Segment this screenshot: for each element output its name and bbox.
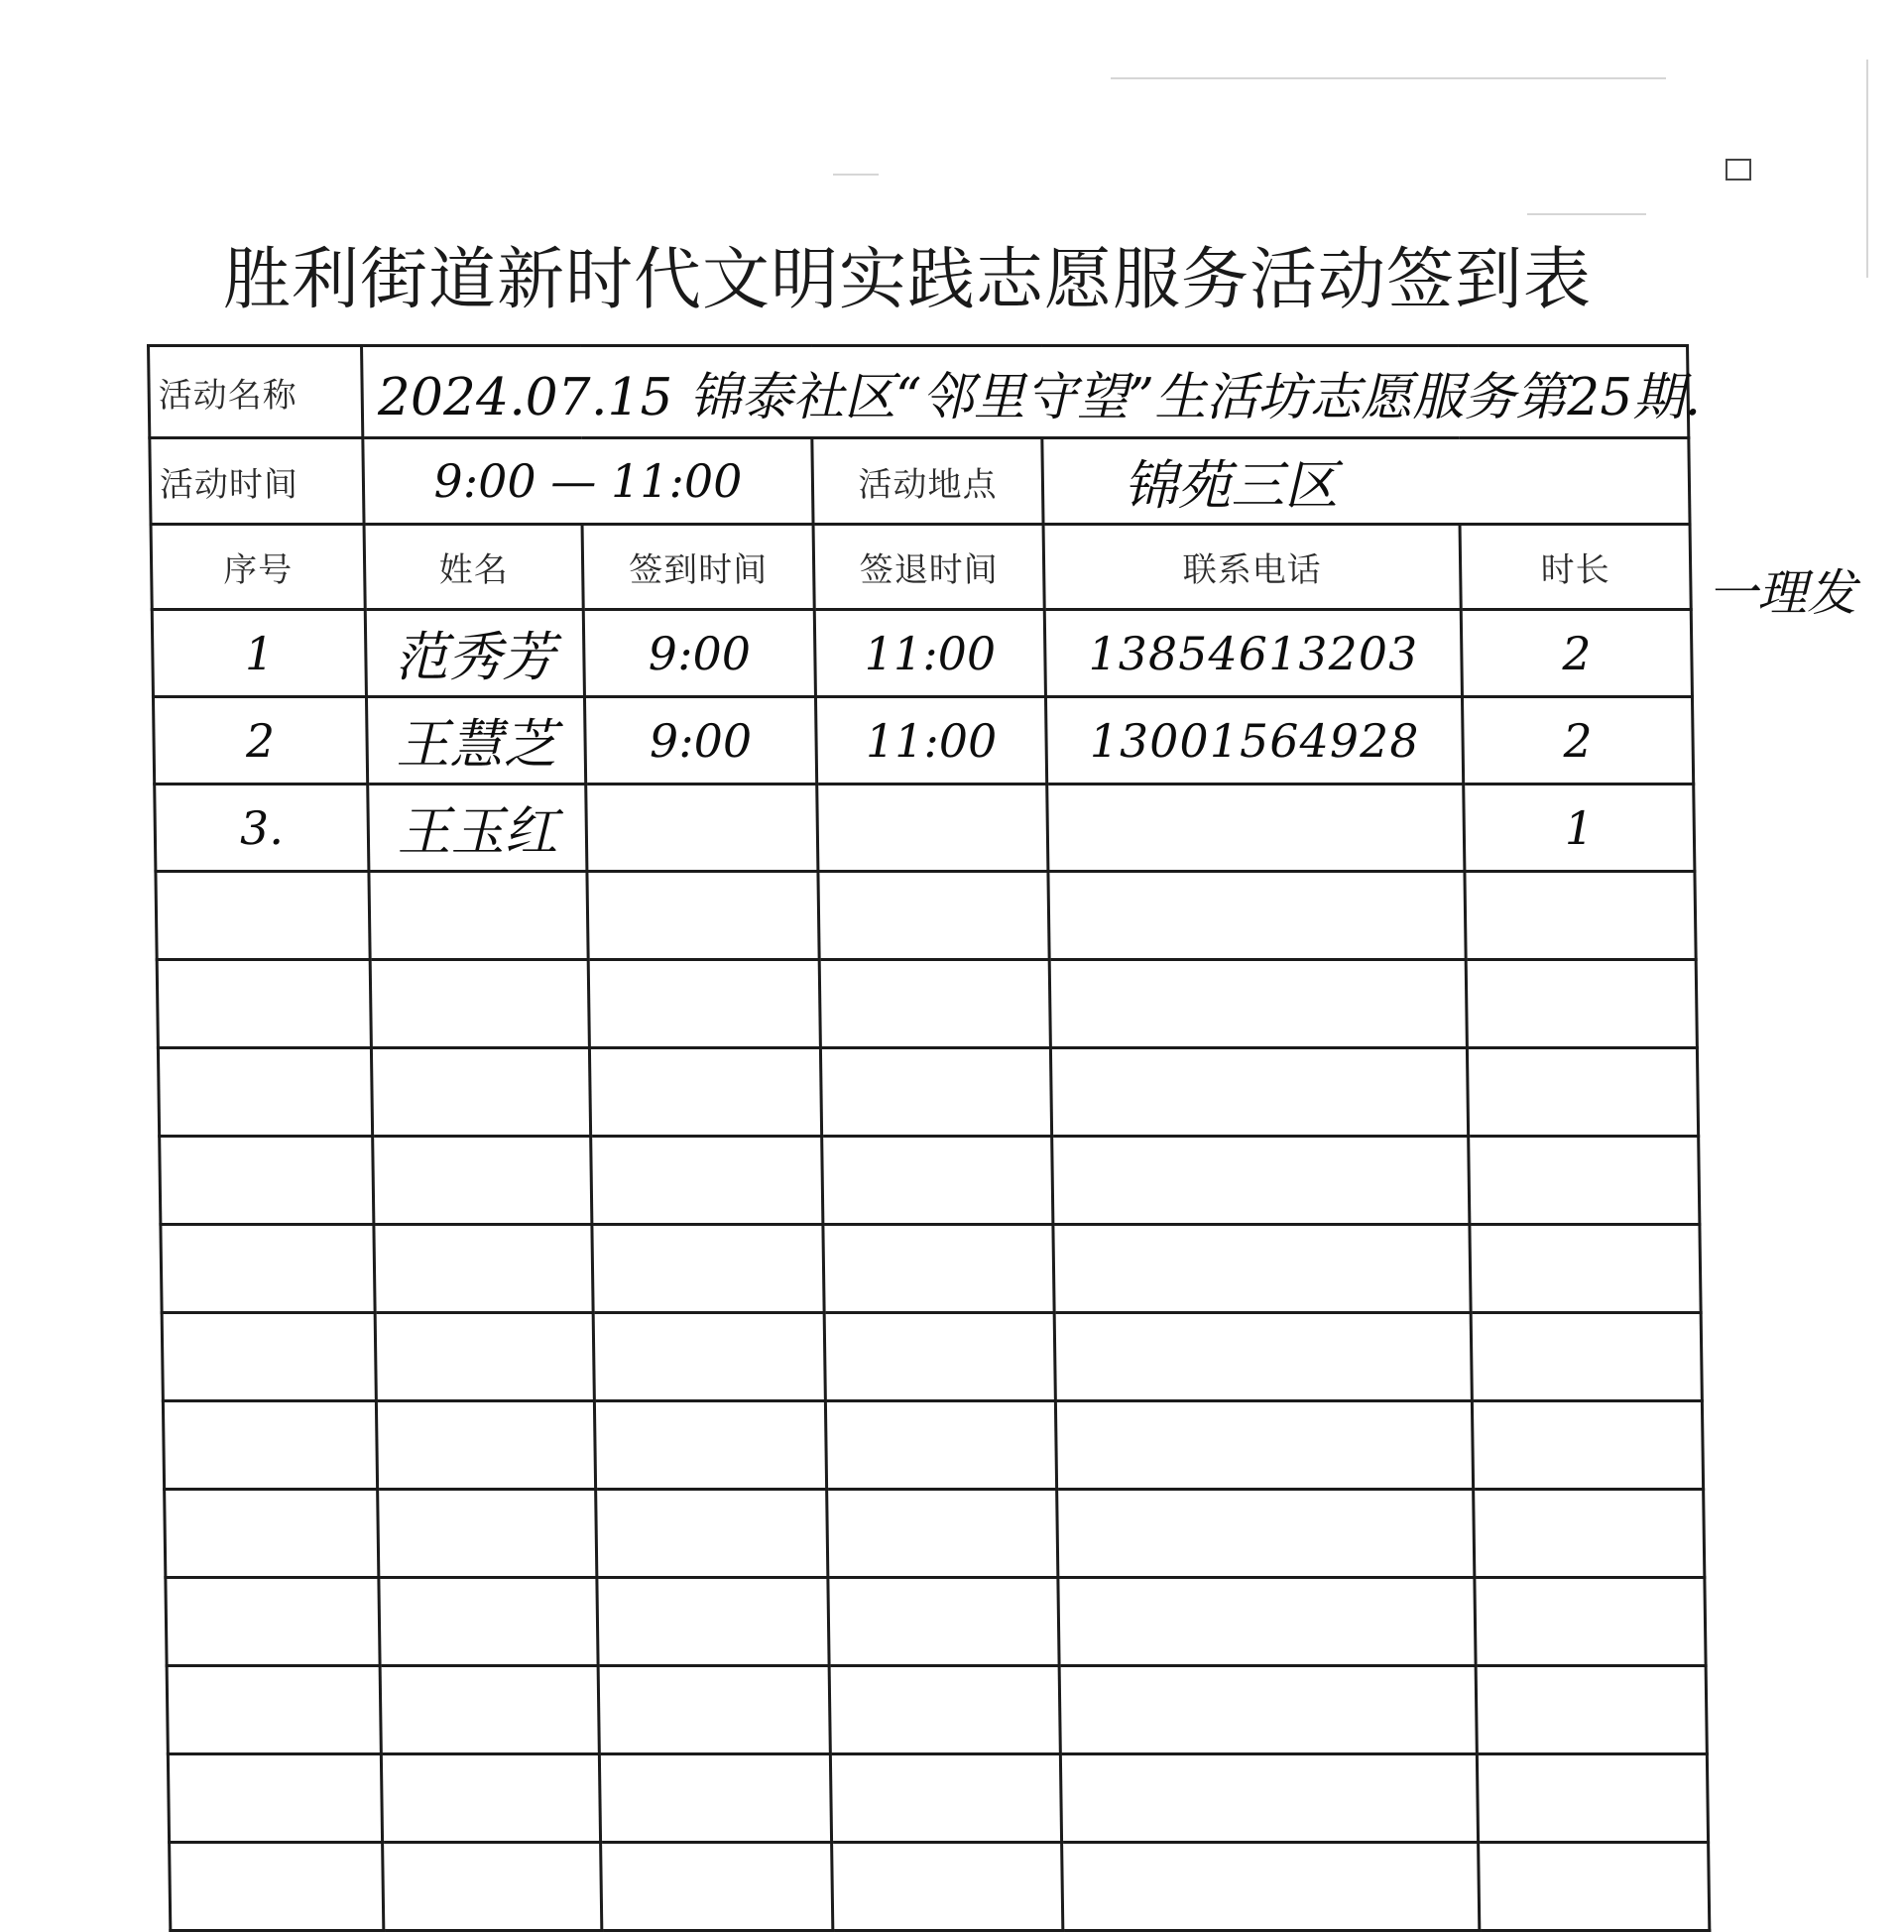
scan-artifact-line bbox=[1111, 77, 1666, 79]
activity-name-label: 活动名称 bbox=[149, 346, 363, 438]
table-cell-sign-out bbox=[817, 785, 1048, 872]
empty-table-cell bbox=[827, 1490, 1058, 1578]
empty-table-cell bbox=[1476, 1666, 1707, 1754]
empty-table-cell bbox=[375, 1313, 594, 1401]
empty-table-cell bbox=[1472, 1401, 1703, 1490]
empty-table-row bbox=[156, 872, 1696, 960]
empty-table-cell bbox=[1466, 960, 1697, 1048]
empty-table-cell bbox=[373, 1137, 592, 1225]
empty-table-cell bbox=[1474, 1490, 1705, 1578]
table-cell-phone bbox=[1044, 610, 1462, 697]
table-row bbox=[153, 697, 1693, 785]
table-row bbox=[155, 785, 1695, 872]
form-title: 胜利街道新时代文明实践志愿服务活动签到表 bbox=[223, 241, 1593, 319]
empty-table-cell bbox=[822, 1137, 1053, 1225]
scan-artifact-line bbox=[1527, 213, 1646, 215]
empty-table-cell bbox=[371, 1048, 590, 1137]
table-cell-phone bbox=[1047, 785, 1465, 872]
empty-table-cell bbox=[1060, 1754, 1478, 1843]
table-cell-name bbox=[365, 610, 584, 697]
empty-table-cell bbox=[158, 1048, 372, 1137]
table-cell-sign-in bbox=[586, 785, 818, 872]
empty-table-cell bbox=[1062, 1843, 1480, 1931]
table-cell-no bbox=[155, 785, 369, 872]
empty-table-cell bbox=[1470, 1225, 1701, 1313]
empty-table-row bbox=[165, 1490, 1705, 1578]
activity-name-value: 2024.07.15 锦泰社区“邻里守望”生活坊志愿服务第25期. bbox=[377, 368, 1702, 427]
activity-name-cell bbox=[362, 346, 1702, 438]
empty-table-cell bbox=[819, 960, 1050, 1048]
empty-table-row bbox=[158, 1048, 1698, 1137]
empty-table-cell bbox=[828, 1578, 1059, 1666]
empty-table-cell bbox=[1052, 1137, 1470, 1225]
activity-place-value: 锦苑三区 bbox=[1123, 453, 1339, 517]
activity-time-label: 活动时间 bbox=[150, 438, 364, 525]
empty-table-cell bbox=[161, 1225, 375, 1313]
empty-table-cell bbox=[824, 1313, 1055, 1401]
scan-artifact-line bbox=[1866, 60, 1868, 278]
empty-table-cell bbox=[1058, 1578, 1476, 1666]
column-header: 时长 bbox=[1460, 525, 1691, 610]
empty-table-cell bbox=[587, 872, 819, 960]
empty-table-cell bbox=[1465, 872, 1696, 960]
empty-table-cell bbox=[167, 1666, 381, 1754]
table-cell-name bbox=[366, 697, 585, 785]
empty-table-cell bbox=[1469, 1137, 1700, 1225]
empty-table-cell bbox=[1054, 1313, 1472, 1401]
empty-table-row bbox=[170, 1843, 1710, 1931]
empty-table-cell bbox=[593, 1313, 825, 1401]
empty-table-row bbox=[168, 1754, 1708, 1843]
empty-table-cell bbox=[825, 1401, 1056, 1490]
empty-table-cell bbox=[163, 1401, 377, 1490]
empty-table-cell bbox=[820, 1048, 1051, 1137]
empty-table-cell bbox=[1475, 1578, 1706, 1666]
handwritten-hours: 1 bbox=[1564, 800, 1595, 855]
scan-artifact-line bbox=[833, 174, 879, 176]
empty-table-cell bbox=[157, 960, 371, 1048]
empty-table-cell bbox=[379, 1578, 598, 1666]
empty-table-cell bbox=[168, 1754, 382, 1843]
empty-table-cell bbox=[1467, 1048, 1698, 1137]
empty-table-cell bbox=[376, 1401, 595, 1490]
activity-time-row bbox=[150, 438, 1690, 525]
margin-handwritten-note: 一理发 bbox=[1708, 564, 1856, 622]
empty-table-cell bbox=[1048, 872, 1466, 960]
empty-table-row bbox=[160, 1137, 1700, 1225]
empty-table-row bbox=[157, 960, 1697, 1048]
handwritten-phone: 13854613203 bbox=[1088, 626, 1419, 680]
activity-time-value: 9:00 — 11:00 bbox=[432, 454, 743, 508]
empty-table-cell bbox=[591, 1137, 823, 1225]
empty-table-cell bbox=[380, 1666, 599, 1754]
empty-table-cell bbox=[160, 1137, 374, 1225]
empty-table-cell bbox=[588, 960, 820, 1048]
table-cell-sign-in bbox=[583, 610, 815, 697]
activity-place-cell bbox=[1042, 438, 1690, 525]
activity-name-row bbox=[149, 346, 1689, 438]
empty-table-cell bbox=[1055, 1401, 1473, 1490]
column-header: 序号 bbox=[151, 525, 365, 610]
empty-table-cell bbox=[589, 1048, 821, 1137]
table-cell-no bbox=[153, 697, 367, 785]
empty-table-cell bbox=[823, 1225, 1054, 1313]
activity-place-label: 活动地点 bbox=[812, 438, 1043, 525]
empty-table-cell bbox=[1471, 1313, 1702, 1401]
table-cell-no bbox=[152, 610, 366, 697]
empty-table-cell bbox=[601, 1843, 833, 1931]
empty-table-cell bbox=[383, 1843, 602, 1931]
handwritten-hours: 2 bbox=[1561, 626, 1592, 680]
table-cell-sign-out bbox=[815, 697, 1046, 785]
corner-checkbox-mark bbox=[1726, 159, 1751, 181]
empty-table-cell bbox=[1477, 1754, 1708, 1843]
empty-table-cell bbox=[592, 1225, 824, 1313]
empty-table-cell bbox=[1479, 1843, 1710, 1931]
table-row bbox=[152, 610, 1692, 697]
empty-table-cell bbox=[1057, 1490, 1475, 1578]
empty-table-cell bbox=[598, 1666, 830, 1754]
empty-table-cell bbox=[378, 1490, 597, 1578]
column-header: 联系电话 bbox=[1043, 525, 1461, 610]
empty-table-cell bbox=[1050, 1048, 1468, 1137]
handwritten-name: 范秀芳 bbox=[394, 626, 556, 688]
empty-table-cell bbox=[381, 1754, 600, 1843]
empty-table-cell bbox=[818, 872, 1049, 960]
column-header-row bbox=[151, 525, 1691, 610]
handwritten-no: 2 bbox=[245, 713, 276, 768]
column-header: 签退时间 bbox=[813, 525, 1044, 610]
empty-table-cell bbox=[374, 1225, 593, 1313]
empty-table-cell bbox=[599, 1754, 831, 1843]
empty-table-cell bbox=[170, 1843, 384, 1931]
column-header: 姓名 bbox=[364, 525, 583, 610]
empty-table-row bbox=[162, 1313, 1702, 1401]
empty-table-cell bbox=[597, 1578, 829, 1666]
sign-in-sheet bbox=[147, 344, 1708, 1904]
empty-table-cell bbox=[369, 872, 588, 960]
handwritten-sign-out: 11:00 bbox=[864, 626, 997, 680]
empty-table-cell bbox=[1059, 1666, 1477, 1754]
empty-table-cell bbox=[166, 1578, 380, 1666]
empty-table-cell bbox=[162, 1313, 376, 1401]
handwritten-name: 王慧芝 bbox=[395, 713, 557, 776]
handwritten-sign-in: 9:00 bbox=[648, 626, 752, 680]
handwritten-sign-in: 9:00 bbox=[649, 713, 753, 768]
handwritten-phone: 13001564928 bbox=[1089, 713, 1420, 768]
empty-table-row bbox=[161, 1225, 1701, 1313]
empty-table-cell bbox=[832, 1843, 1063, 1931]
empty-table-row bbox=[163, 1401, 1703, 1490]
empty-table-cell bbox=[156, 872, 370, 960]
handwritten-sign-out: 11:00 bbox=[865, 713, 998, 768]
empty-table-cell bbox=[829, 1666, 1060, 1754]
empty-table-cell bbox=[370, 960, 589, 1048]
table-cell-sign-out bbox=[814, 610, 1045, 697]
table-cell-name bbox=[368, 785, 587, 872]
empty-table-row bbox=[167, 1666, 1707, 1754]
empty-table-cell bbox=[165, 1490, 379, 1578]
table-cell-hours bbox=[1464, 785, 1695, 872]
empty-table-cell bbox=[594, 1401, 826, 1490]
column-header: 签到时间 bbox=[582, 525, 814, 610]
empty-table-cell bbox=[1049, 960, 1467, 1048]
table-cell-sign-in bbox=[584, 697, 816, 785]
sign-in-table bbox=[147, 344, 1711, 1932]
empty-table-cell bbox=[830, 1754, 1061, 1843]
empty-table-row bbox=[166, 1578, 1706, 1666]
handwritten-no: 1 bbox=[244, 626, 275, 680]
handwritten-hours: 2 bbox=[1563, 713, 1594, 768]
empty-table-cell bbox=[596, 1490, 828, 1578]
handwritten-no: 3. bbox=[239, 800, 285, 855]
empty-table-cell bbox=[1053, 1225, 1471, 1313]
handwritten-name: 王玉红 bbox=[396, 800, 558, 863]
table-cell-hours bbox=[1461, 610, 1692, 697]
activity-time-cell bbox=[363, 438, 813, 525]
table-cell-hours bbox=[1462, 697, 1693, 785]
table-cell-phone bbox=[1045, 697, 1463, 785]
